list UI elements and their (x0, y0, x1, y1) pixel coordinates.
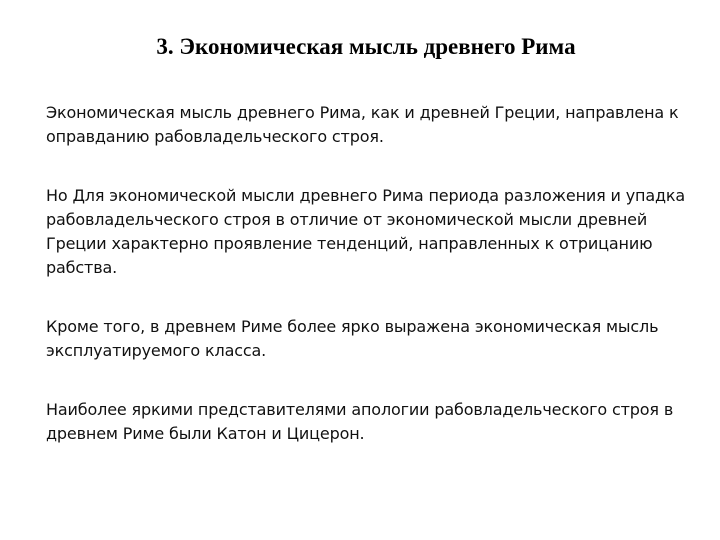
paragraph-1: Экономическая мысль древнего Рима, как и древней Греции, направлена к оправданию рабовладельческого строя. (46, 103, 679, 146)
paragraph-4: Наиболее яркими представителями апологии рабовладельческого строя в древнем Риме были Катон и Цицерон. (46, 400, 674, 443)
paragraph-3: Кроме того, в древнем Риме более ярко выражена экономическая мысль эксплуатируемого класса. (46, 317, 659, 360)
slide-body (46, 101, 694, 446)
paragraph-2: Но Для экономической мысли древнего Рима периода разложения и упадка рабовладельческого строя в отличие от экономической мысли древней Греции характерно проявление тенденций, направленных к отрицанию рабства. (46, 186, 686, 277)
slide-title: 3. Экономическая мысль древнего Рима (156, 34, 576, 59)
